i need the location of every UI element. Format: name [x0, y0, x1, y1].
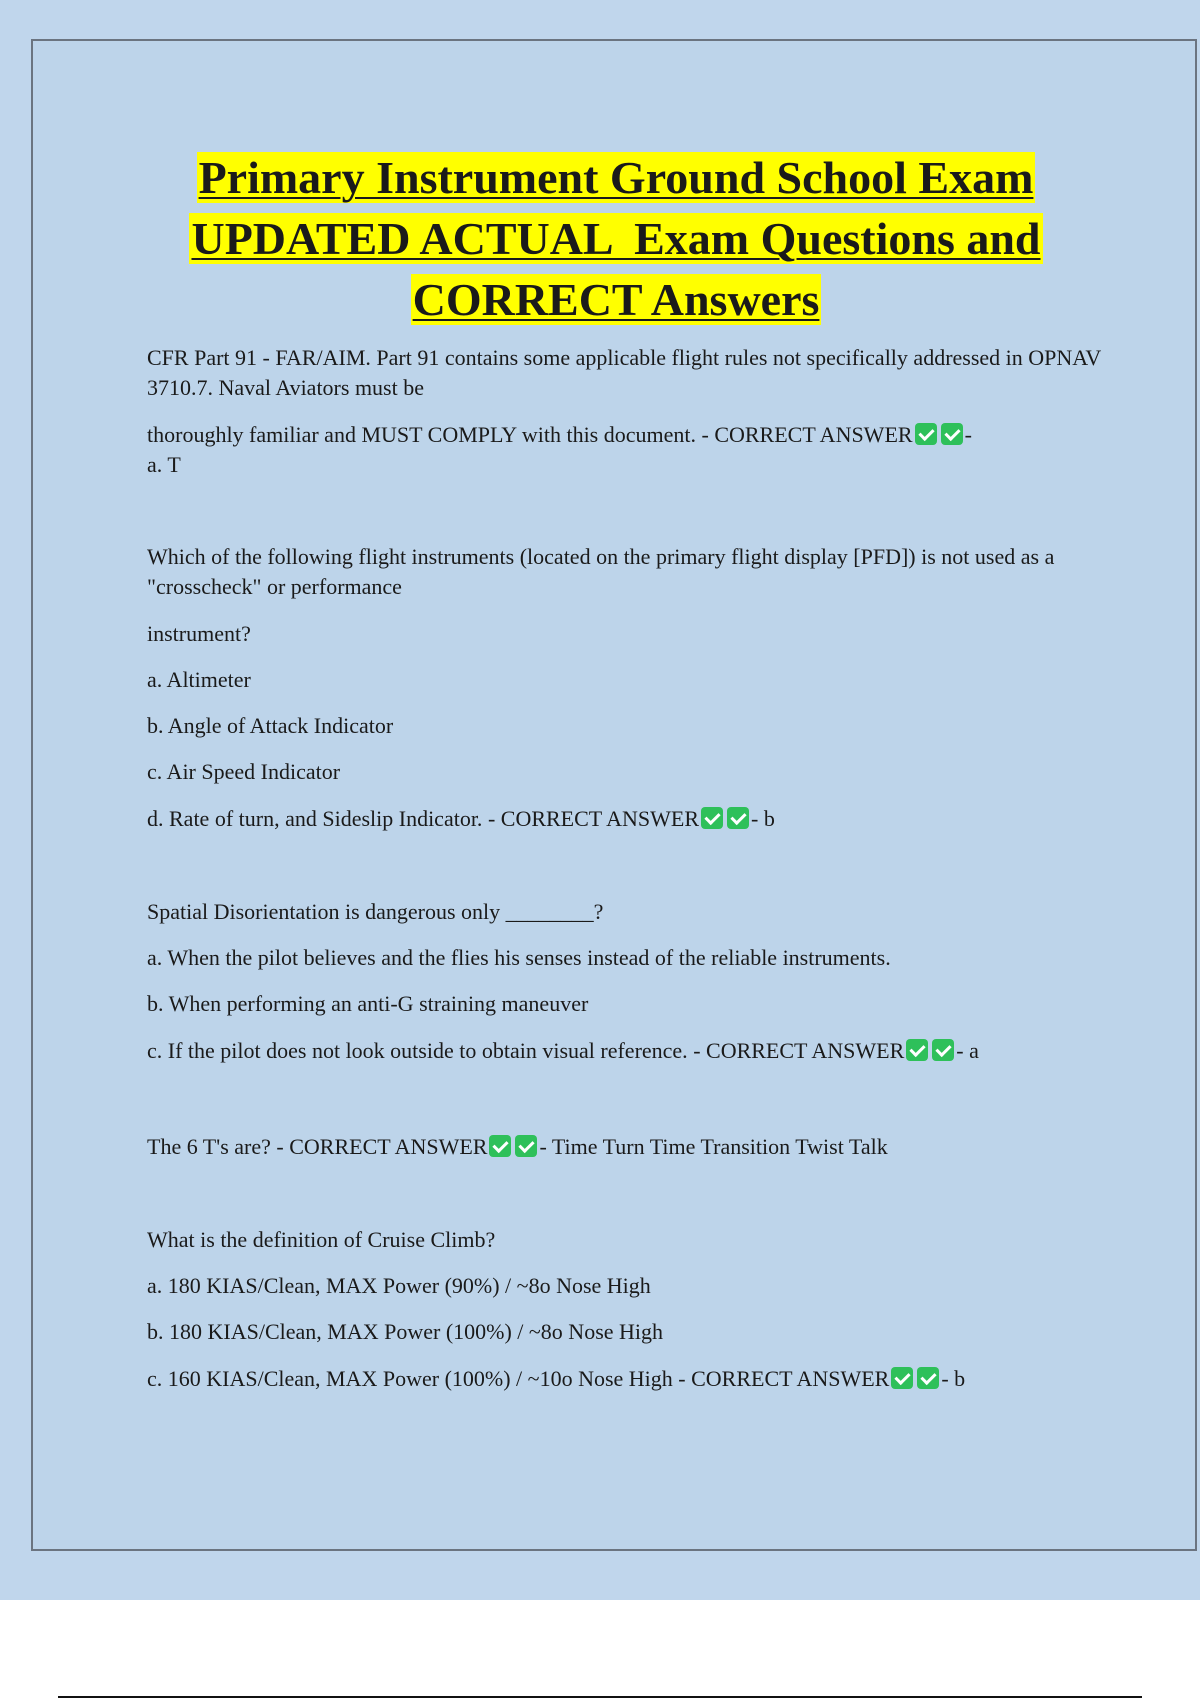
- green-checkmark-icon: [489, 1135, 511, 1157]
- question-5-option-c: c. 160 KIAS/Clean, MAX Power (100%) / ~10o Nose High - CORRECT ANSWER - b: [147, 1366, 966, 1391]
- green-checkmark-icon: [917, 1367, 939, 1389]
- question-4-answer: - Time Turn Time Transition Twist Talk: [539, 1134, 888, 1159]
- answer-marker: - CORRECT ANSWER: [678, 1366, 890, 1391]
- green-checkmark-icon: [906, 1039, 928, 1061]
- question-2-option-c: c. Air Speed Indicator: [147, 759, 341, 784]
- footer-divider: [58, 1696, 1142, 1698]
- title-line-3: CORRECT Answers: [412, 274, 820, 325]
- green-checkmark-icon: [915, 423, 937, 445]
- question-2-option-a: a. Altimeter: [147, 667, 251, 692]
- answer-marker: - CORRECT ANSWER: [701, 422, 913, 447]
- question-3-option-b: b. When performing an anti-G straining maneuver: [147, 991, 589, 1016]
- question-1-continuation: thoroughly familiar and MUST COMPLY with this document. - CORRECT ANSWER - a. T: [147, 422, 972, 477]
- document-title: [33, 147, 1199, 330]
- document-body: [147, 343, 1117, 1394]
- question-5-text: What is the definition of Cruise Climb?: [147, 1227, 496, 1252]
- question-4-text: The 6 T's are? - CORRECT ANSWER - Time Turn Time Transition Twist Talk: [147, 1134, 888, 1159]
- question-1-text: CFR Part 91 - FAR/AIM. Part 91 contains some applicable flight rules not specifically addressed in OPNAV 3710.7. Naval Aviators must be: [147, 345, 1101, 400]
- answer-marker: - CORRECT ANSWER: [487, 806, 699, 831]
- question-2-answer: - b: [751, 806, 775, 831]
- title-line-1: Primary Instrument Ground School Exam: [198, 152, 1034, 203]
- question-1-answer: a. T: [147, 452, 181, 477]
- question-5-answer: - b: [941, 1366, 966, 1391]
- question-3-answer: - a: [956, 1038, 979, 1063]
- question-2-option-d: d. Rate of turn, and Sideslip Indicator. - CORRECT ANSWER - b: [147, 806, 775, 831]
- question-2-text: Which of the following flight instruments (located on the primary flight display [PFD]) is not used as a "crosscheck" or performance: [147, 544, 1055, 599]
- question-2-option-b: b. Angle of Attack Indicator: [147, 713, 394, 738]
- green-checkmark-icon: [515, 1135, 537, 1157]
- green-checkmark-icon: [727, 807, 749, 829]
- question-2-continuation: instrument?: [147, 621, 251, 646]
- answer-marker: - CORRECT ANSWER: [693, 1038, 905, 1063]
- green-checkmark-icon: [932, 1039, 954, 1061]
- question-3-text: Spatial Disorientation is dangerous only ________?: [147, 899, 604, 924]
- green-checkmark-icon: [701, 807, 723, 829]
- green-checkmark-icon: [891, 1367, 913, 1389]
- answer-marker: - CORRECT ANSWER: [276, 1134, 488, 1159]
- question-5-option-a: a. 180 KIAS/Clean, MAX Power (90%) / ~8o Nose High: [147, 1273, 651, 1298]
- title-line-2: UPDATED ACTUAL Exam Questions and: [191, 213, 1041, 264]
- question-5-option-b: b. 180 KIAS/Clean, MAX Power (100%) / ~8o Nose High: [147, 1319, 664, 1344]
- document-frame: [31, 39, 1197, 1551]
- green-checkmark-icon: [941, 423, 963, 445]
- question-3-option-a: a. When the pilot believes and the flies his senses instead of the reliable instruments.: [147, 945, 891, 970]
- question-3-option-c: c. If the pilot does not look outside to obtain visual reference. - CORRECT ANSWER - a: [147, 1038, 979, 1063]
